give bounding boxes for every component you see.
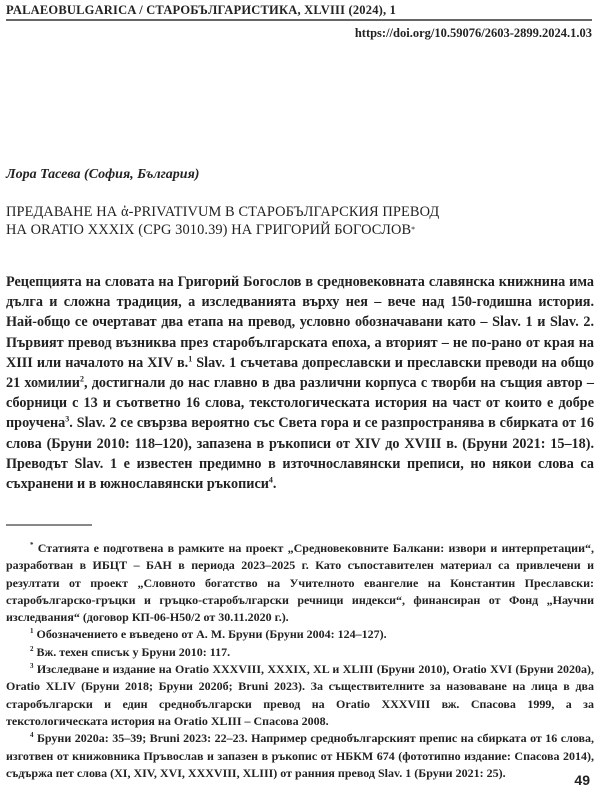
footnote-ref-2[interactable]: 2	[79, 374, 84, 384]
footnote-text: Вж. техен списък у Бруни 2010: 117.	[33, 644, 231, 659]
footnote-3	[6, 661, 594, 730]
footnote-2	[6, 644, 594, 661]
page-number: 49	[574, 772, 590, 788]
body-text-4: . Slav. 2 се свързва вероятно със Света гора и се разпространява в сбирката от 16 слова (Бруни 2010: 118–120), запазена в ръкописи от XIV до XVIII в. (Бруни 2021: 15–18). Преводът Slav. 1 е известен предимно в източнославянски преписи, но някои слова са съхранени и в южнославянски ръкописи	[6, 415, 594, 493]
footnote-ref-4[interactable]: 4	[268, 475, 273, 485]
footnote-text: Статията е подготвена в рамките на проект „Средновековните Балкани: извори и интерпретации“, разработван в ИБЦТ – БАН в периода 2023–2025 г. Като съпоставителен материал са привлечени и резултати от проект „Словното богатство на Учителното евангелие на Константин Преславски: старобългарско-гръцки и гръцко-старобългарски речници индекси“, финансиран от Фонд „Научни изследвания“ (договор КП-06-Н50/2 от 30.11.2020 г.).	[6, 541, 594, 625]
body-text-2: Slav. 1 съчетава допреславски и преславски преводи на общо 21 хомилии	[6, 354, 594, 392]
footnote-4	[6, 730, 594, 782]
author-line: Лора Тасева (София, България)	[6, 167, 200, 182]
footnote-mark: 3	[30, 662, 34, 671]
footnote-text: Бруни 2020а: 35–39; Bruni 2023: 22–23. Например среднобългарският препис на сбирката от 16 слова, изготвен от книжовника Пръвослав и запазен в ръкопис от НБКМ 674 (фототипно издание: Спасова 2014), съдържа пет слова (XI, XIV, XVI, XXXVIII, XLIII) от ранния превод Slav. 1 (Бруни 2021: 25).	[6, 731, 594, 780]
footnote-mark: *	[30, 541, 34, 549]
article-title	[6, 203, 596, 239]
footnote-mark: 1	[30, 627, 34, 636]
title-line-2	[6, 221, 596, 239]
body-text-1: Рецепцията на словата на Григорий Богослов в средновековната славянска книжнина има дълга и сложна традиция, а изследванията върху нея – вече над 150-годишна история. Най-общо се очертават два етапа на превод, условно обозначавани като – Slav. 1 и Slav. 2. Първият превод възниква през старобългарската епоха, а вторият – не по-рано от края на XIII или началото на XIV в.	[6, 274, 594, 371]
footnote-separator	[6, 524, 92, 526]
footnote-mark: 4	[30, 731, 34, 740]
body-paragraph	[6, 272, 594, 494]
footnote-mark: 2	[30, 644, 34, 653]
title-line-1: ПРЕДАВАНЕ НА ἀ-PRIVATIVUM В СТАРОБЪЛГАРСКИЯ ПРЕВОД	[6, 204, 440, 220]
footnote-1	[6, 626, 594, 643]
body-text-3: , достигнали до нас главно в два различни корпуса с творби на същия автор – сборници с 13 и съответно 16 слова, текстологическата история на част от които е добре проучена	[6, 375, 594, 432]
header-rule	[6, 19, 592, 21]
title-line-2-text: НА ORATIO XXXIX (CPG 3010.39) НА ГРИГОРИЙ БОГОСЛОВ	[6, 222, 412, 238]
footnote-text: Изследване и издание на Oratio XXXVIII, XXXIX, XL и XLIII (Бруни 2010), Oratio XVI (Бруни 2020а), Oratio XLIV (Бруни 2018; Бруни 2020б; Bruni 2023). За съществителните за назоваване на лица в два старобългарски и един среднобългарски превод на Oratio XXXVIII вж. Спасова 1999, а за текстологическата история на Oratio XLIII – Спасова 2008.	[6, 662, 594, 728]
footnote-ref-3[interactable]: 3	[65, 414, 70, 424]
footnote-text: Обозначението е въведено от А. М. Бруни (Бруни 2004: 124–127).	[33, 627, 387, 642]
footnotes-section	[6, 540, 594, 782]
running-head: PALAEOBULGARICA / СТАРОБЪЛГАРИСТИКА, XLVIII (2024), 1	[6, 3, 397, 17]
footnote-ref-1[interactable]: 1	[188, 354, 193, 364]
doi-link[interactable]: https://doi.org/10.59076/2603-2899.2024.1.03	[354, 26, 592, 40]
body-text-5: .	[272, 476, 277, 493]
title-footnote-mark[interactable]: *	[411, 225, 416, 234]
footnote-star	[6, 540, 594, 626]
